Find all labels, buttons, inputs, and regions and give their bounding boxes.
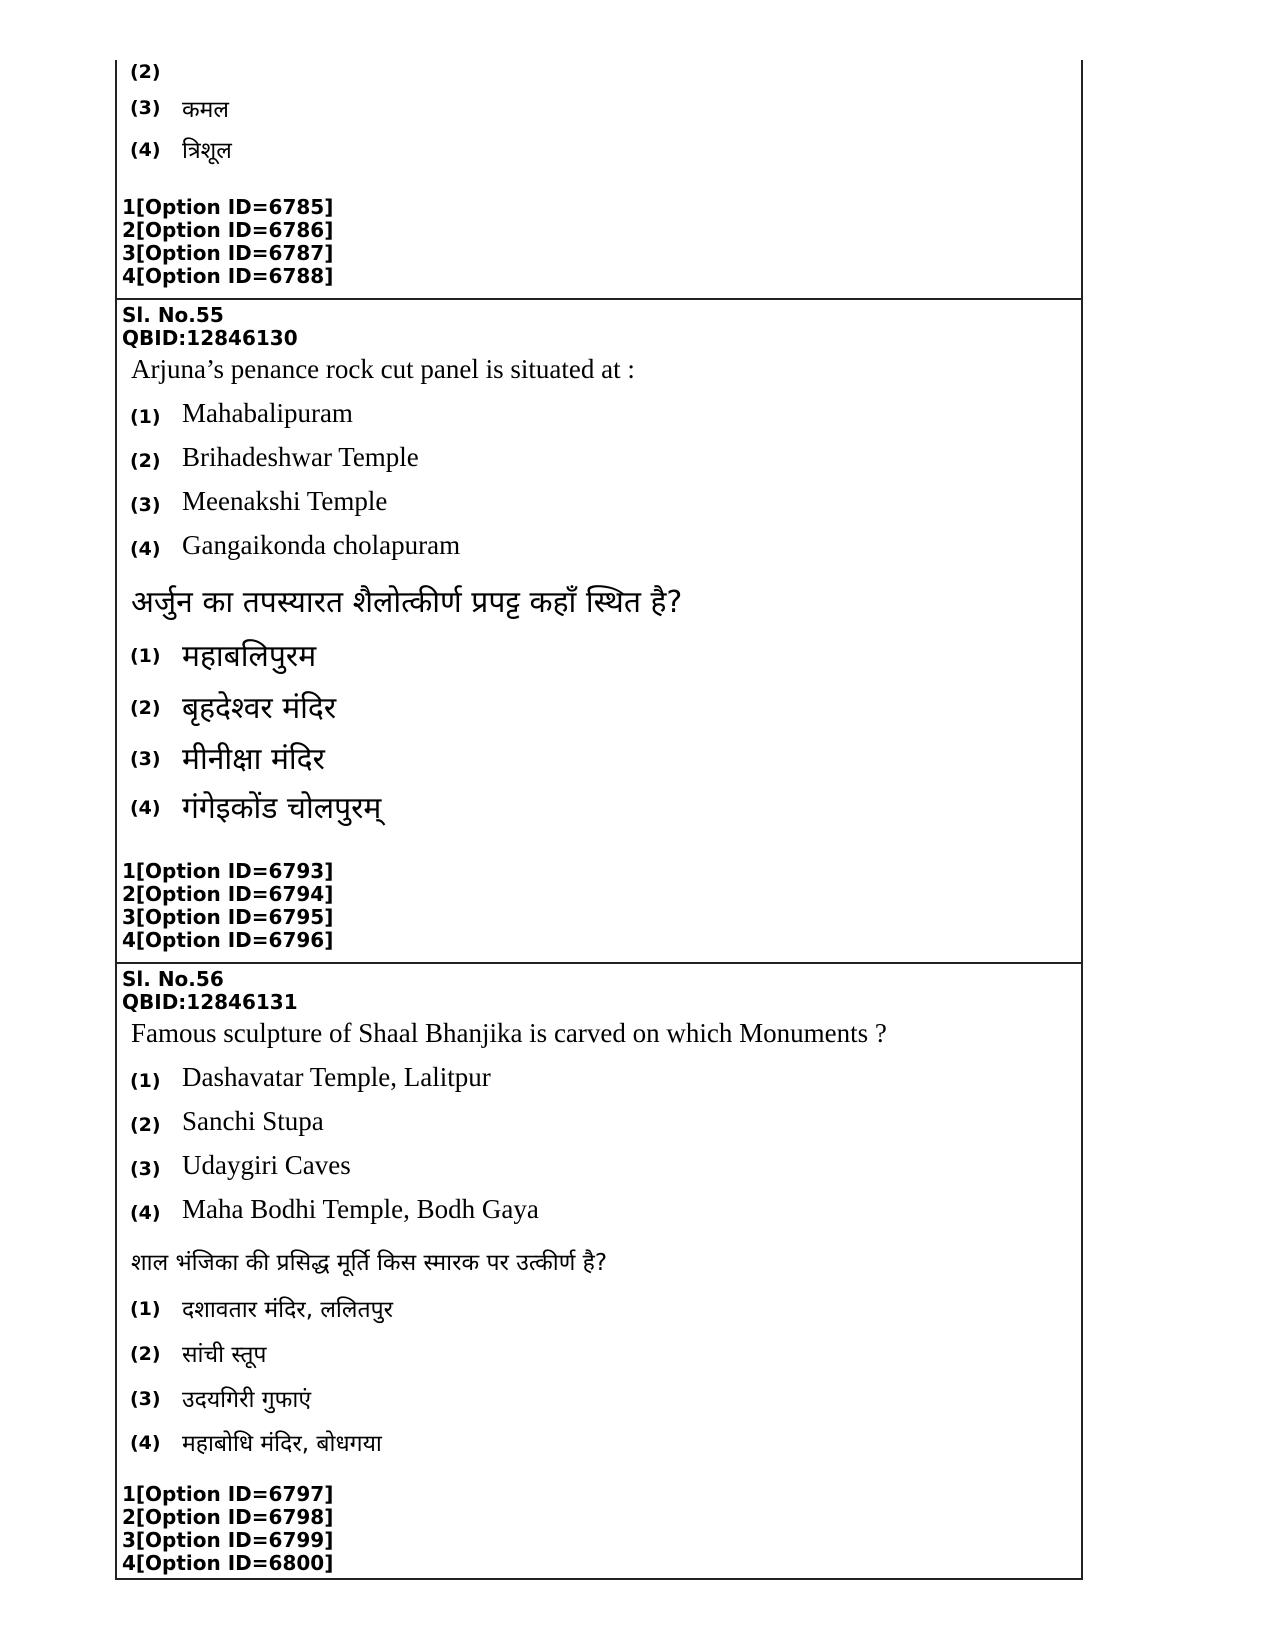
option-number: (3) — [130, 748, 161, 770]
option-text: Meenakshi Temple — [182, 486, 388, 516]
option-number: (2) — [130, 697, 161, 719]
option-id-list — [122, 196, 333, 288]
option-id: 4[Option ID=6800] — [122, 1551, 334, 1575]
option-number: (1) — [130, 645, 161, 667]
option-number: (3) — [130, 494, 161, 516]
question-text-en: Famous sculpture of Shaal Bhanjika is carved on which Monuments ? — [131, 1018, 887, 1048]
option-number: (2) — [130, 61, 161, 83]
option-text: महाबोधि मंदिर, बोधगया — [182, 1431, 382, 1457]
option-id: 1[Option ID=6793] — [122, 859, 334, 883]
question-text-hi: शाल भंजिका की प्रसिद्ध मूर्ति किस स्मारक पर उत्कीर्ण है? — [131, 1250, 608, 1276]
option-id: 2[Option ID=6798] — [122, 1505, 334, 1529]
option-id: 4[Option ID=6788] — [122, 264, 334, 288]
serial-number: Sl. No.56 — [122, 967, 224, 991]
question-text-en: Arjuna’s penance rock cut panel is situated at : — [131, 354, 635, 384]
option-text: दशावतार मंदिर, ललितपुर — [182, 1297, 394, 1323]
row-divider — [117, 962, 1081, 964]
option-number: (4) — [130, 1202, 161, 1224]
option-number: (2) — [130, 1114, 161, 1136]
option-text: महाबलिपुरम — [182, 639, 317, 674]
option-text: Maha Bodhi Temple, Bodh Gaya — [182, 1194, 539, 1224]
option-number: (1) — [130, 406, 161, 428]
option-id: 1[Option ID=6797] — [122, 1482, 334, 1506]
option-id: 2[Option ID=6794] — [122, 882, 334, 906]
option-id-list — [122, 860, 333, 952]
option-id: 3[Option ID=6795] — [122, 905, 334, 929]
option-text: कमल — [182, 97, 230, 123]
option-text: Gangaikonda cholapuram — [182, 530, 461, 560]
option-id: 4[Option ID=6796] — [122, 928, 334, 952]
option-number: (3) — [130, 97, 161, 119]
option-text: मीनीक्षा मंदिर — [182, 742, 325, 777]
option-number: (4) — [130, 538, 161, 560]
qbid: QBID:12846131 — [122, 990, 298, 1014]
question-text-hi: अर्जुन का तपस्यारत शैलोत्कीर्ण प्रपट्ट कहाँ स्थित है? — [131, 585, 683, 620]
option-text: Udaygiri Caves — [182, 1150, 351, 1180]
option-id-list — [122, 1483, 333, 1575]
row-divider — [117, 298, 1081, 300]
option-number: (4) — [130, 797, 161, 819]
row-divider — [117, 1578, 1081, 1580]
serial-number: Sl. No.55 — [122, 303, 224, 327]
option-number: (3) — [130, 1388, 161, 1410]
option-number: (2) — [130, 450, 161, 472]
option-text: त्रिशूल — [182, 138, 232, 164]
option-number: (2) — [130, 1343, 161, 1365]
option-number: (4) — [130, 139, 161, 161]
option-text: Mahabalipuram — [182, 398, 353, 428]
option-id: 2[Option ID=6786] — [122, 218, 334, 242]
option-number: (3) — [130, 1158, 161, 1180]
option-number: (1) — [130, 1070, 161, 1092]
option-id: 3[Option ID=6799] — [122, 1528, 334, 1552]
option-text: गंगेइकोंड चोलपुरम् — [182, 791, 382, 826]
option-id: 3[Option ID=6787] — [122, 241, 334, 265]
option-text: सांची स्तूप — [182, 1342, 267, 1368]
option-number: (1) — [130, 1298, 161, 1320]
option-id: 1[Option ID=6785] — [122, 195, 334, 219]
option-number: (4) — [130, 1432, 161, 1454]
qbid: QBID:12846130 — [122, 326, 298, 350]
option-text: उदयगिरी गुफाएं — [182, 1387, 312, 1413]
option-text: बृहदेश्वर मंदिर — [182, 691, 337, 726]
option-text: Brihadeshwar Temple — [182, 442, 419, 472]
option-text: Sanchi Stupa — [182, 1106, 324, 1136]
option-text: Dashavatar Temple, Lalitpur — [182, 1062, 491, 1092]
